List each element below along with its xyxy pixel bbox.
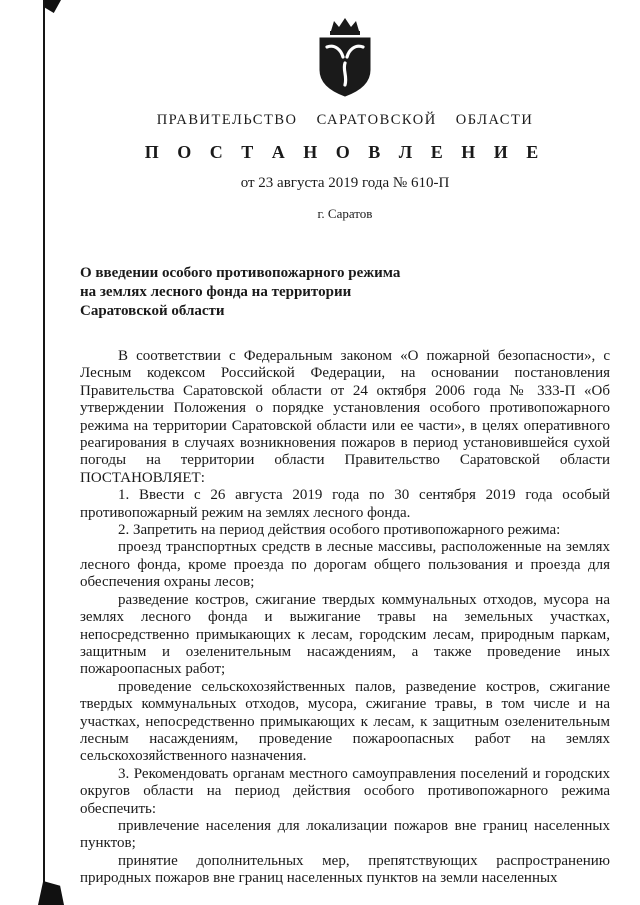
document-header <box>80 16 610 222</box>
scan-artifact-left-line <box>43 0 45 905</box>
paragraph-item-2-sub-2: разведение костров, сжигание твердых коммунальных отходов, мусора на землях лесного фонда и выжигание травы на земельных участках, непосредственно примыкающих к лесам, городским лесам, природным паркам, защитным и озеленительным насаждениям, а также проведение иных пожароопасных работ; <box>80 591 610 678</box>
document-title-line: О введении особого противопожарного режима <box>80 265 401 281</box>
paragraph-item-2: 2. Запретить на период действия особого противопожарного режима: <box>118 522 561 539</box>
paragraph-preamble: В соответствии с Федеральным законом «О пожарной безопасности», с Лесным кодексом Российской Федерации, на основании постановления Правительства Саратовской области от 24 октября 2006 года № 333-П «Об утверждении Положения о порядке установления особого противопожарного режима на территории Саратовской области или ее части», в целях оперативного реагирования в случаях возникновения пожаров в период установившейся сухой погоды на территории области Правительство Саратовской области ПОСТАНОВЛЯЕТ: <box>80 348 610 486</box>
organization-name: ПРАВИТЕЛЬСТВО САРАТОВСКОЙ ОБЛАСТИ <box>156 112 534 128</box>
document-type-heading: П О С Т А Н О В Л Е Н И Е <box>144 142 546 162</box>
saratov-coat-of-arms-icon <box>80 16 610 100</box>
paragraph-item-3-sub-1: привлечение населения для локализации пожаров вне границ населенных пунктов; <box>80 817 610 852</box>
paragraph-item-1: 1. Ввести с 26 августа 2019 года по 30 сентября 2019 года особый противопожарный режим на землях лесного фонда. <box>80 487 610 521</box>
document-date-number: от 23 августа 2019 года № 610-П <box>240 175 450 191</box>
paragraph-item-3-sub-2: принятие дополнительных мер, препятствующих распространению природных пожаров вне границ населенных пунктов на земли населенных <box>80 852 610 887</box>
paragraph-item-3: 3. Рекомендовать органам местного самоуправления поселений и городских округов области на период действия особого противопожарного режима обеспечить: <box>80 765 610 817</box>
document-title-line: Саратовской области <box>80 303 225 319</box>
paragraph-item-2-sub-1: проезд транспортных средств в лесные массивы, расположенные на землях лесного фонда, кроме проезда по дорогам общего пользования и проезда для обеспечения охраны лесов; <box>80 539 610 591</box>
scan-artifact-bottom-left <box>38 881 64 905</box>
paragraph-item-2-sub-3: проведение сельскохозяйственных палов, разведение костров, сжигание твердых коммунальных отходов, мусора, сжигание травы, в том числе и на участках, непосредственно примыкающих к лесам, к защитным озеленительным лесным насаждениям, проведение пожароопасных работ на землях сельскохозяйственного назначения. <box>80 678 610 765</box>
scan-artifact-top-left <box>45 0 61 13</box>
document-title <box>80 264 610 321</box>
document-body <box>80 348 610 888</box>
document-city: г. Саратов <box>317 206 373 221</box>
document-title-line: на землях лесного фонда на территории <box>80 284 352 300</box>
